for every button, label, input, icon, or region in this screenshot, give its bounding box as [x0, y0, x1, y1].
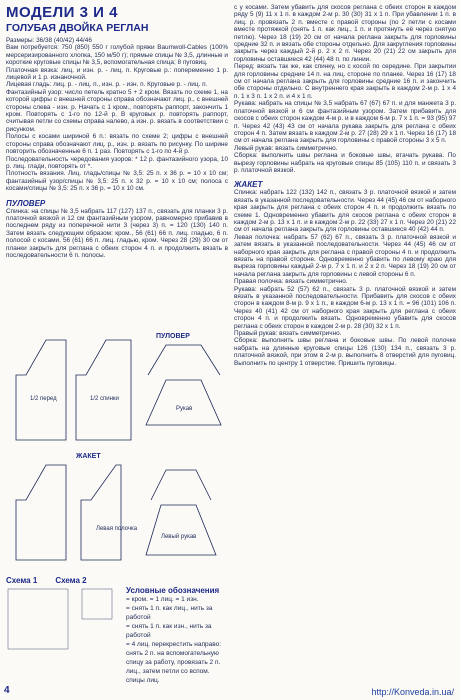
right-p11: Сборка: выполнить швы реглана и боковые швы. По левой полочке набрать на длинные круговые спицы 126 (130) 134 п., связать 3 р. платочной вязкой, при этом в 2-м р. выполнить 8 отверстий для пуговиц. Выполнить по центру 1 отверстие. Пришить пуговицы.	[234, 337, 456, 367]
jacket-heading: ЖАКЕТ	[234, 180, 263, 190]
legend-row-2: = снять 1 п. как лиц., нить за работой	[126, 605, 213, 621]
right-p2: Перед: вязать так же, как спинку, но с косой по середине. При закрытии для горловины средние 14 п. на лиц. стороне по планке. Через 16 (17) 18 см от начала реглана закрыть для горловины средние 16 п. и закончить обе стороны отдельно. С внутреннего края закрыть в каждом 2-м р. 1 х 4 п. 1 х 3 п. 1 х 2 п. и 4 х 1 п.	[234, 63, 456, 100]
front-label: 1/2 перед	[30, 396, 57, 402]
right-p3: Рукава: набрать на спицы № 3,5 набрать 67 (67) 67 п. и для манжета 3 р. платочной вязкой и 6 см фантазийным узором. Затем прибавить для скосов с обеих сторон каждом 4-м р. и в каждом 6-м р. 7 х 1 п. = 93 (95) 97 п. Через 42 (43) 43 см от начала рукава закрыть для реглана с обеих сторон 4 п. Затем вязать в каждом 2-м р. 27 (28) 29 х 1 п. Через 16 (17) 18 см от начала реглана закрыть для горловины с правой стороны 3 х 5 п.	[234, 100, 456, 145]
pullover-diagrams	[6, 330, 228, 450]
right-p6: Спинка: набрать 122 (132) 142 п., связать 3 р. платочной вязкой и затем вязать в указанной последовательности. Через 44 (45) 46 см от наборного края закрыть для реглана с обеих сторон 4 п. и продолжить вязать по схеме 1. Одновременно убавить для скосов реглана с обеих сторон в каждом 2-м р. 13 х 1 п. и в каждом 2-м р. 22 (33) 27 х 1 п. Через 20 (21) 22 см от начала реглана закрыть для горловины оставшиеся 40 (42) 44 п.	[234, 189, 456, 234]
scheme2-grid	[82, 589, 112, 619]
sleeve-label: Рукав	[176, 406, 193, 412]
page-title: МОДЕЛИ 3 И 4	[6, 4, 118, 21]
jacket-sleeve-shape	[146, 505, 216, 555]
right-p1: с у косами. Затем убавить для скосов реглана с обеих сторон в каждом ряду 5 (9) 11 х 1 п. в каждом 2-м р. 30 (30) 31 х 1 п. При убавлении 1 п. в лиц. р. провязать 2 п. вместе с правой стороны (по 2 петли с косами вместе протяжкой (снять 1 п. как лиц., 1 п. и протянуть её через снятую петлю). Через 18 (19) 20 см от начала реглана закрыть для горловины средние 32 п. и вязать обе стороны отдельно. Для закругления горловины закрыть через каждый 2-й р. 2 х 2 п. Через 20 (21) 22 см закрыть для горловины оставшиеся 42 (44) 48 п. по линии.	[234, 4, 456, 63]
right-p7: Левая полочка: набрать 57 (62) 67 п., связать 3 р. платочной вязкой и затем вязать в указанной последовательности. Через 44 (45) 46 см от наборного края закрыть для реглана с правой стороны 4 п. и продолжить вязать на правой стороне. Одновременно убавить по левому краю для выреза горловины каждый 2-м р. 7 х 1 п. и 2 х 2 п. Через 18 (19) 20 см от начала реглана закрыть для горловины с левой стороны 6 п.	[234, 233, 456, 278]
left-sleeve-label: Левый рукав	[161, 534, 197, 540]
legend-row-1: = кром. = 1 лиц. = 1 изн.	[126, 596, 199, 603]
right-p4: Левый рукав: вязать симметрично.	[234, 144, 338, 152]
back-label: 1/2 спинки	[90, 396, 119, 402]
gauge-text: Плотность вязания. Лиц. гладь/спицы № 3,5: 25 п. х 36 р. = 10 х 10 см; фантазийный узор/спицы № 3,5: 25 п. х 32 р. = 10 х 10 см; полоса с косами/спицы № 3,5: 25 п. х 36 р. = 10 х 10 см.	[6, 170, 228, 193]
sleeve-top-shape	[148, 345, 220, 375]
scheme2-label: Схема 2	[55, 576, 87, 585]
back-shape	[76, 340, 131, 440]
left-column	[6, 4, 228, 259]
sequence-text: Последовательность чередования узоров: * 12 р. фантазийного узора, 10 р. лиц. глади, повторять от *.	[6, 155, 228, 170]
legend-area	[6, 576, 228, 684]
materials-text: Вам потребуется: 750 (850) 550 г голубой пряжи Baumwoll-Cables (100% мерсеризированного хлопка, 150 м/50 г); прямые спицы № 3,5, длинные и короткие круговые спицы № 3,5, вспомогательная спица; 8 пуговиц.	[6, 44, 228, 67]
page-subtitle: ГОЛУБАЯ ДВОЙКА РЕГЛАН	[6, 22, 149, 34]
jacket-diagrams	[6, 450, 228, 570]
jacket-back-shape	[16, 465, 66, 560]
scheme1-grid	[8, 589, 68, 649]
jacket-sleeve-top-shape	[151, 470, 211, 500]
scheme1-label: Схема 1	[6, 576, 38, 585]
jacket-diagram-label: ЖАКЕТ	[76, 453, 101, 460]
legend-row-3: = снять 1 п. как изн., нить за работой	[126, 623, 212, 639]
edge-stitch-text: Платочная вязка: лиц. и изн. р. - лиц. п. Круговые р.: попеременно 1 р. лицевой и 1 р. изнаночной.	[6, 66, 228, 82]
source-url[interactable]: http://Konveda.in.ua/	[371, 687, 454, 697]
cable-stripe-text: Полосы с косами шириной 6 п.: вязать по схеме 2; цифры с внешней стороны справа обозначают лиц. р., изн. р. вязать по рисунку. По ширине повторить обозначенные 6 п. 1 раз. Повторять с 1-го по 4-й р.	[6, 133, 228, 156]
sizes-text: Размеры: 36/38 (40/42) 44/46	[6, 37, 92, 44]
right-p5: Сборка: выполнить швы реглана и боковые швы, втачать рукава. По вырезу горловины набрать на круговые спицы 85 (105) 110 п. и связать 3 р. платочной вязкой.	[234, 152, 456, 174]
jacket-left-shape	[81, 465, 121, 560]
back-text: Спинка: на спицы № 3,5 набрать 117 (127) 137 п., связать для планки 3 р. платочной вязкой и 12 см фантазийным узором, равномерно прибавив в последнем ряду из поперечной нити 3 (через 3) п. = 120 (130) 140 п. Затем вязать следующим образом: кром., 56 (61) 66 п. лиц. гладью, 6 п. полосой с косами, 56 (61) 66 п. лиц. гладью, кром. Через 28 (29) 30 см от планки закрыть для реглана с обеих сторон 4 п. и продолжить вязать в последовательности 6 п. полосы.	[6, 207, 228, 259]
stockinette-text: Лицевая гладь: лиц. р. - лиц. п., изн. р. - изн. п. Круговые р. - лиц. п.	[6, 81, 208, 89]
page-number: 4	[4, 685, 10, 696]
left-front-label: Левая полочка	[96, 526, 138, 532]
right-p10: Правый рукав: вязать симметрично.	[234, 330, 342, 338]
legend-row-4: = 4 лиц. перекрестить направо: снять 2 п. на вспомогательную спицу за работу, провязать 2 п. лиц., затем петли со вспом. спицы лиц.	[126, 641, 222, 684]
right-p8: Правая полочка: вязать симметрично.	[234, 278, 348, 286]
sleeve-shape	[146, 380, 221, 425]
front-shape	[16, 340, 66, 440]
right-p9: Рукава: набрать 52 (57) 62 п., связать 3 р. платочной вязкой и затем вязать в указанной последовательности. Прибавить для скосов с обеих сторон в каждом 8-м р. 9 х 1 п., в каждом 6-м р. 13 х 1 п. = 96 (101) 106 п. Через 40 (41) 42 см от наборного края закрыть для реглана с обеих сторон 4 п. и продолжить вязать. Одновременно убавить для скосов реглана с обеих сторон в каждом 2-м р. 28 (30) 32 х 1 п.	[234, 285, 456, 330]
legend-title: Условные обозначения	[126, 586, 220, 595]
right-column	[234, 4, 456, 367]
fancy-pattern-text: Фантазийный узор: число петель кратно 5 + 2 кром. Вязать по схеме 1, на которой цифры с внешней стороны справа обозначают лиц. р., с внешней стороны слева - изн. р. Начать с 1 кром., повторять раппорт, закончить 1 кром. Повторять с 1-го по 12-й р. В круговых р. повторять раппорт, считывая петли со схемы справа налево, а изн. р. вязать в соответствии с рисунком.	[6, 88, 228, 133]
pullover-diagram-label: ПУЛОВЕР	[156, 333, 190, 340]
pullover-heading: ПУЛОВЕР	[6, 198, 46, 208]
